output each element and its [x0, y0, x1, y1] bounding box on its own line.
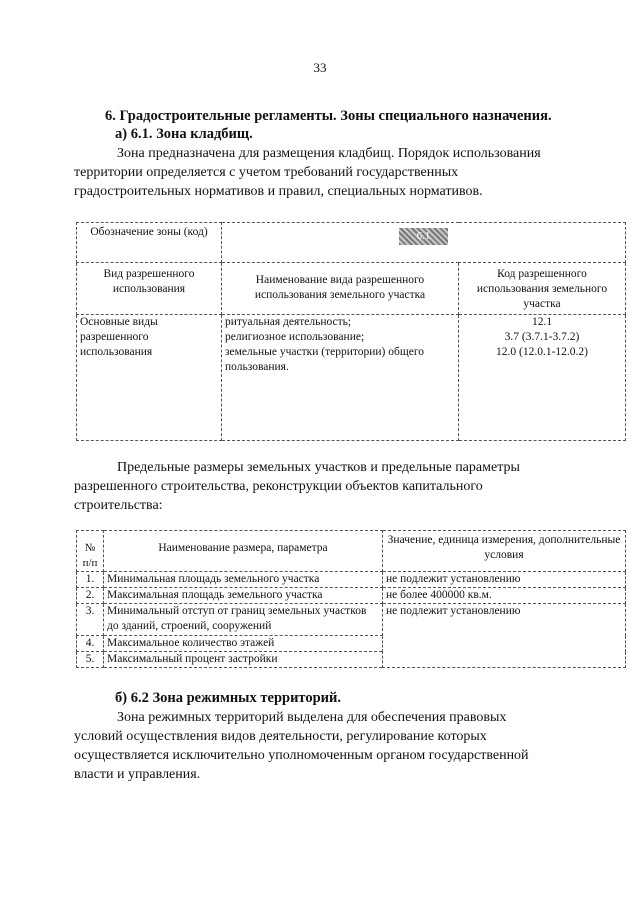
row-use-type: Основные виды разрешенного использования: [77, 315, 222, 441]
row-use-names: [222, 315, 459, 441]
zone-code: 6.1: [399, 228, 449, 245]
list-item: 12.0 (12.0.1-12.0.2): [496, 346, 588, 358]
row-value: не подлежит установлению: [383, 572, 626, 588]
table-row: [77, 604, 626, 636]
list-item: земельные участки (территории) общего пользования.: [225, 346, 424, 373]
list-item: религиозное использование;: [225, 331, 365, 343]
table-row: [77, 588, 626, 604]
designation-label: Обозначение зоны (код): [77, 223, 222, 263]
table-row: [77, 572, 626, 588]
row-num: 1.: [77, 572, 104, 588]
row-num: 5.: [77, 652, 104, 668]
page-number: 33: [313, 60, 327, 75]
section-heading: 6. Градостроительные регламенты. Зоны специального назначения.: [105, 108, 552, 124]
row-param: Максимальный процент застройки: [104, 652, 383, 668]
limits-description: Предельные размеры земельных участков и предельные параметры разрешенного строительства, реконструкции объектов капитального строительства:: [74, 460, 520, 513]
row-use-codes: [459, 315, 626, 441]
params-table: [76, 530, 626, 668]
col-value: Значение, единица измерения, дополнительные условия: [383, 531, 626, 572]
row-num: 2.: [77, 588, 104, 604]
row-param: Минимальная площадь земельного участка: [104, 572, 383, 588]
row-param: Минимальный отступ от границ земельных участков до зданий, строений, сооружений: [104, 604, 383, 636]
col-code: Код разрешенного использования земельного участка: [459, 263, 626, 315]
list-item: 12.1: [531, 316, 553, 328]
row-num: 3.: [77, 604, 104, 636]
row-param: Максимальная площадь земельного участка: [104, 588, 383, 604]
zone-a-heading: а) 6.1. Зона кладбищ.: [115, 126, 253, 142]
list-item: ритуальная деятельность;: [225, 316, 352, 328]
zone-a-description: Зона предназначена для размещения кладбищ. Порядок использования территории определяется с учетом требований государственных градостроительных нормативов и правил, специальных нормативов.: [74, 146, 541, 199]
zone-b-heading: б) 6.2 Зона режимных территорий.: [115, 690, 342, 706]
zone-code-cell: [222, 223, 626, 263]
row-param: Максимальное количество этажей: [104, 636, 383, 652]
zone-table: [76, 222, 626, 441]
zone-b-description: Зона режимных территорий выделена для обеспечения правовых условий осуществления видов деятельности, регулирование которых осуществляется исключительно уполномоченным органом государственной власти и управления.: [74, 710, 529, 782]
col-param: Наименование размера, параметра: [104, 531, 383, 572]
row-value: не более 400000 кв.м.: [383, 588, 626, 604]
list-item: 3.7 (3.7.1-3.7.2): [504, 331, 580, 343]
col-name: Наименование вида разрешенного использования земельного участка: [222, 263, 459, 315]
row-value: не подлежит установлению: [383, 604, 626, 668]
col-num: № п/п: [77, 531, 104, 572]
row-num: 4.: [77, 636, 104, 652]
col-use-type: Вид разрешенного использования: [77, 263, 222, 315]
